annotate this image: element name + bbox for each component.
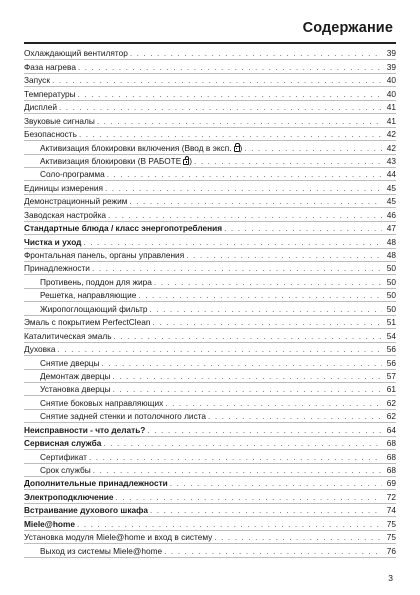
toc-entry: [24, 195, 396, 208]
toc-entry-page: 42: [386, 129, 396, 140]
toc-entry-text: Сертификат: [40, 451, 87, 462]
toc-entry-text: Активизация блокировки включения (Ввод в эксп.: [40, 142, 232, 153]
toc-entry-text: Miele@home: [24, 518, 75, 529]
toc-entry-text: Установка дверцы: [40, 384, 111, 395]
toc-entry-text: Дополнительные принадлежности: [24, 478, 168, 489]
toc-entry-title: [24, 250, 184, 260]
toc-entry-page: 39: [386, 61, 396, 72]
toc-entry-title: [24, 478, 168, 488]
toc-entry-title: [24, 452, 87, 462]
toc-entry-text: Электроподключение: [24, 491, 114, 502]
toc-entry: [24, 74, 396, 87]
toc-entry-text: Жиропоглощающий фильтр: [40, 303, 148, 314]
toc-entry-page: 51: [386, 317, 396, 328]
toc-entry: [24, 477, 396, 490]
toc-entry-text: Каталитическая эмаль: [24, 330, 112, 341]
toc-entry-page: 43: [386, 155, 396, 166]
table-of-contents: [24, 47, 396, 558]
toc-entry: [24, 370, 396, 383]
dot-leader: [116, 492, 382, 502]
dot-leader: [107, 169, 382, 179]
toc-entry-page: 48: [386, 250, 396, 260]
toc-entry-page: 74: [386, 505, 396, 516]
toc-entry-text: Соло-программа: [40, 169, 105, 180]
toc-entry-text: Стандартные блюда / класс энергопотребления: [24, 223, 223, 234]
header-divider: [24, 42, 396, 44]
toc-entry: [24, 155, 396, 168]
toc-entry: [24, 316, 396, 329]
toc-entry-page: 75: [386, 532, 396, 543]
dot-leader: [89, 452, 382, 462]
toc-entry: [24, 450, 396, 463]
dot-leader: [83, 237, 382, 247]
toc-entry-text: Решетка, направляющие: [40, 290, 137, 301]
toc-entry: [24, 208, 396, 221]
toc-entry-title: [24, 398, 163, 408]
toc-entry-title: [24, 465, 91, 475]
toc-entry-text: Температуры: [24, 88, 76, 99]
toc-entry: [24, 262, 396, 275]
toc-entry-title: [24, 344, 55, 354]
toc-entry-page: 57: [386, 370, 396, 381]
dot-leader: [194, 156, 382, 166]
toc-entry-title: [24, 438, 101, 448]
toc-entry-title: [24, 532, 212, 542]
toc-entry-page: 75: [386, 518, 396, 529]
toc-entry-title: [24, 156, 192, 166]
dot-leader: [113, 384, 382, 394]
dot-leader: [147, 425, 382, 435]
toc-entry-page: 56: [386, 357, 396, 368]
lock-icon: [183, 159, 189, 165]
toc-entry-title: [24, 48, 128, 58]
dot-leader: [97, 116, 382, 126]
dot-leader: [186, 250, 382, 260]
toc-entry-text: Противень, поддон для жира: [40, 276, 152, 287]
toc-entry: [24, 437, 396, 450]
toc-entry-text: Выход из системы Miele@home: [40, 545, 163, 556]
toc-entry-text: Эмаль с покрытием PerfectClean: [24, 317, 151, 328]
toc-entry-text: Неисправности - что делать?: [24, 424, 146, 435]
toc-entry: [24, 60, 396, 73]
toc-entry-page: 42: [386, 142, 396, 153]
dot-leader: [165, 398, 382, 408]
dot-leader: [59, 102, 382, 112]
toc-entry-text: Принадлежности: [24, 263, 90, 274]
dot-leader: [78, 89, 382, 99]
toc-entry-text: Снятие задней стенки и потолочного листа: [40, 411, 207, 422]
toc-entry-title: [24, 237, 81, 247]
toc-entry-page: 40: [386, 88, 396, 99]
toc-entry: [24, 181, 396, 194]
toc-entry-page: 50: [386, 290, 396, 301]
toc-entry-page: 64: [386, 424, 396, 435]
toc-entry: [24, 396, 396, 409]
toc-entry: [24, 235, 396, 248]
lock-icon: [234, 146, 240, 152]
toc-entry-title: [24, 492, 114, 502]
toc-entry: [24, 531, 396, 544]
toc-entry-page: 56: [386, 344, 396, 355]
toc-entry-text: Сервисная служба: [24, 438, 102, 449]
toc-entry-text: Дисплей: [24, 102, 57, 113]
toc-entry-page: 62: [386, 397, 396, 408]
toc-entry-page: 61: [386, 384, 396, 395]
dot-leader: [108, 210, 382, 220]
dot-leader: [170, 478, 382, 488]
toc-entry-text: Установка модуля Miele@home и вход в систему: [24, 532, 213, 543]
dot-leader: [149, 304, 382, 314]
toc-entry-page: 68: [386, 465, 396, 475]
toc-entry-page: 62: [386, 411, 396, 422]
toc-entry-text: Охлаждающий вентилятор: [24, 48, 128, 59]
toc-entry-title: [24, 519, 75, 529]
dot-leader: [114, 331, 382, 341]
toc-entry-title: [24, 143, 242, 153]
toc-entry: [24, 544, 396, 557]
toc-entry: [24, 87, 396, 100]
toc-entry-title: [24, 384, 111, 394]
dot-leader: [77, 519, 382, 529]
toc-entry-title: [24, 116, 95, 126]
dot-leader: [130, 48, 382, 58]
toc-entry: [24, 128, 396, 141]
toc-entry: [24, 504, 396, 517]
toc-entry-title: [24, 89, 76, 99]
toc-entry-page: 44: [386, 169, 396, 180]
toc-entry-page: 48: [386, 236, 396, 247]
toc-entry-page: 54: [386, 330, 396, 341]
toc-entry: [24, 490, 396, 503]
toc-entry-page: 39: [386, 48, 396, 59]
dot-leader: [224, 223, 382, 233]
toc-entry-title: [24, 102, 57, 112]
page-title: Содержание: [302, 20, 393, 36]
toc-entry: [24, 47, 396, 60]
toc-entry-text: Заводская настройка: [24, 209, 107, 220]
toc-entry-text: Снятие боковых направляющих: [40, 397, 164, 408]
dot-leader: [112, 371, 382, 381]
dot-leader: [57, 344, 382, 354]
toc-entry-text: Встраивание духового шкафа: [24, 505, 148, 516]
toc-entry-page: 69: [386, 478, 396, 489]
dot-leader: [150, 505, 382, 515]
toc-entry: [24, 249, 396, 262]
toc-entry-text: Духовка: [24, 344, 56, 355]
toc-entry-page: 68: [386, 451, 396, 462]
dot-leader: [152, 317, 382, 327]
toc-entry-text: Звуковые сигналы: [24, 115, 95, 126]
toc-entry-title: [24, 223, 222, 233]
toc-entry-suffix: ): [239, 142, 243, 153]
toc-entry-title: [24, 183, 103, 193]
toc-entry: [24, 383, 396, 396]
dot-leader: [103, 438, 382, 448]
dot-leader: [79, 129, 382, 139]
toc-entry-title: [24, 290, 136, 300]
toc-entry-page: 46: [386, 209, 396, 220]
toc-entry-title: [24, 304, 147, 314]
toc-entry-title: [24, 277, 152, 287]
toc-entry-title: [24, 317, 150, 327]
toc-entry-text: Фронтальная панель, органы управления: [24, 250, 185, 260]
toc-entry-title: [24, 411, 206, 421]
toc-entry-page: 40: [386, 75, 396, 86]
toc-entry-title: [24, 425, 145, 435]
toc-entry-text: Чистка и уход: [24, 236, 82, 247]
toc-entry-page: 72: [386, 491, 396, 502]
toc-entry-title: [24, 75, 50, 85]
toc-entry: [24, 114, 396, 127]
toc-entry-text: Срок службы: [40, 465, 91, 475]
dot-leader: [93, 465, 382, 475]
page-number: 3: [388, 573, 393, 583]
toc-entry: [24, 168, 396, 181]
toc-entry-page: 45: [386, 182, 396, 193]
dot-leader: [105, 183, 382, 193]
toc-entry-text: Активизация блокировки (В РАБОТЕ: [40, 155, 182, 166]
dot-leader: [102, 358, 382, 368]
toc-entry-page: 41: [386, 115, 396, 126]
dot-leader: [164, 546, 382, 556]
toc-entry-page: 50: [386, 303, 396, 314]
toc-entry: [24, 275, 396, 288]
toc-entry-page: 76: [386, 545, 396, 556]
toc-entry-page: 45: [386, 196, 396, 207]
toc-entry: [24, 222, 396, 235]
toc-entry-title: [24, 169, 105, 179]
toc-entry: [24, 343, 396, 356]
toc-entry-text: Фаза нагрева: [24, 61, 76, 72]
dot-leader: [129, 196, 382, 206]
toc-entry-page: 41: [386, 102, 396, 113]
toc-entry-title: [24, 371, 110, 381]
toc-entry-title: [24, 331, 112, 341]
toc-entry-text: Демонтаж дверцы: [40, 370, 111, 381]
toc-entry-text: Единицы измерения: [24, 182, 103, 193]
toc-entry-title: [24, 196, 127, 206]
toc-entry-title: [24, 546, 162, 556]
dot-leader: [78, 62, 382, 72]
toc-entry-title: [24, 62, 76, 72]
dot-leader: [52, 75, 382, 85]
toc-entry-suffix: ): [189, 155, 193, 166]
dot-leader: [92, 263, 382, 273]
toc-entry-text: Демонстрационный режим: [24, 196, 128, 207]
toc-entry: [24, 101, 396, 114]
toc-entry-title: [24, 505, 148, 515]
toc-entry: [24, 356, 396, 369]
dot-leader: [154, 277, 382, 287]
toc-entry-title: [24, 358, 100, 368]
toc-entry: [24, 410, 396, 423]
dot-leader: [244, 143, 382, 153]
toc-entry-page: 50: [386, 263, 396, 274]
toc-entry: [24, 289, 396, 302]
toc-entry-title: [24, 129, 77, 139]
dot-leader: [138, 290, 382, 300]
toc-entry-text: Снятие дверцы: [40, 357, 100, 368]
toc-entry: [24, 329, 396, 342]
toc-entry-title: [24, 263, 90, 273]
toc-entry-text: Безопасность: [24, 129, 77, 140]
toc-entry-title: [24, 210, 106, 220]
dot-leader: [214, 532, 382, 542]
toc-entry: [24, 464, 396, 477]
toc-entry-page: 47: [386, 223, 396, 234]
toc-entry: [24, 141, 396, 154]
toc-entry: [24, 423, 396, 436]
toc-entry: [24, 302, 396, 315]
toc-entry-page: 68: [386, 438, 396, 449]
dot-leader: [208, 411, 382, 421]
toc-entry-page: 50: [386, 276, 396, 287]
toc-entry: [24, 517, 396, 530]
toc-entry-text: Запуск: [24, 75, 50, 86]
